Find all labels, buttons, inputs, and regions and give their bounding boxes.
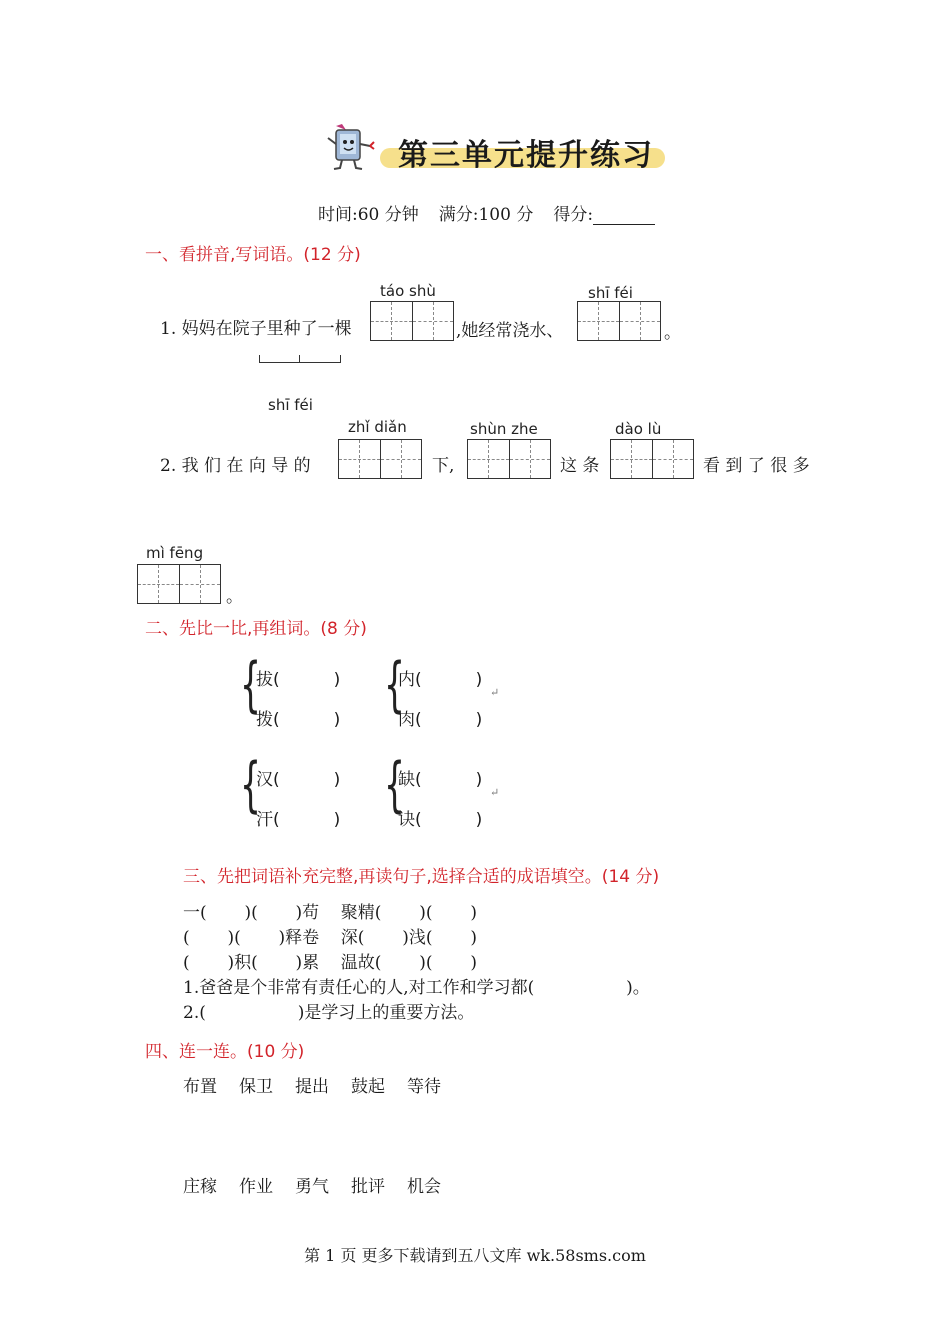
idiom-line-2: ( )( )释卷 深( )浅( )	[183, 928, 477, 948]
q2-pinyin-c: dào lù	[615, 420, 662, 438]
pair-4-b: 诀( )	[398, 810, 483, 830]
brace-icon: {	[240, 650, 262, 720]
match-word[interactable]: 等待	[407, 1077, 441, 1097]
brace-icon: {	[384, 750, 406, 820]
q2-text-b: 下,	[432, 456, 455, 476]
brace-icon: {	[384, 650, 406, 720]
brace-icon: {	[240, 750, 262, 820]
section-1-heading: 一、看拼音,写词语。(12 分)	[145, 245, 361, 265]
sentence-2: 2.( )是学习上的重要方法。	[183, 1003, 475, 1023]
match-word[interactable]: 提出	[295, 1077, 329, 1097]
match-word[interactable]: 批评	[351, 1177, 385, 1197]
q1-text-a: 1. 妈妈在院子里种了一棵	[160, 319, 352, 339]
match-word[interactable]: 保卫	[239, 1077, 273, 1097]
pair-3-b: 汗( )	[256, 810, 341, 830]
section-4-heading: 四、连一连。(10 分)	[145, 1042, 305, 1062]
pair-1-b: 拨( )	[256, 710, 341, 730]
match-word[interactable]: 作业	[239, 1177, 273, 1197]
section-3-heading: 三、先把词语补充完整,再读句子,选择合适的成语填空。(14 分)	[183, 867, 660, 887]
title-banner	[322, 122, 667, 174]
q1-answer-box-b[interactable]	[577, 301, 661, 341]
q2-text-c: 这 条	[560, 456, 600, 476]
pair-4-a: 缺( )	[398, 770, 483, 790]
q2-answer-box-a[interactable]	[338, 439, 422, 479]
score-label: 得分:	[553, 205, 594, 225]
match-word[interactable]: 鼓起	[351, 1077, 385, 1097]
match-word[interactable]: 勇气	[295, 1177, 329, 1197]
q1-pinyin-b: shī féi	[588, 284, 633, 302]
q3-end: 。	[226, 587, 243, 607]
pair-1-a: 拔( )	[256, 670, 341, 690]
return-mark: ↵	[490, 786, 500, 799]
box-fragment-mid	[299, 355, 300, 363]
match-word[interactable]: 布置	[183, 1077, 217, 1097]
q1-text-b: ,她经常浇水、	[456, 321, 564, 341]
idiom-line-3: ( )积( )累 温故( )( )	[183, 953, 477, 973]
match-word[interactable]: 机会	[407, 1177, 441, 1197]
box-fragment	[259, 355, 341, 363]
match-top-row	[183, 1072, 441, 1097]
section-2-heading: 二、先比一比,再组词。(8 分)	[145, 619, 367, 639]
q3-pinyin: mì fēng	[146, 544, 204, 562]
return-mark: ↵	[490, 686, 500, 699]
pair-2-a: 内( )	[398, 670, 483, 690]
match-bottom-row	[183, 1172, 441, 1197]
q3-answer-box[interactable]	[137, 564, 221, 604]
q1-pinyin-a: táo shù	[380, 282, 436, 300]
page-footer: 第 1 页 更多下载请到五八文库 wk.58sms.com	[304, 1246, 646, 1265]
pinyin-fragment: shī féi	[268, 396, 313, 414]
pair-3-a: 汉( )	[256, 770, 341, 790]
pair-2-b: 肉( )	[398, 710, 483, 730]
page-title: 第三单元提升练习	[398, 138, 654, 173]
q2-answer-box-b[interactable]	[467, 439, 551, 479]
q2-answer-box-c[interactable]	[610, 439, 694, 479]
time-limit: 时间:60 分钟	[318, 205, 419, 225]
q2-text-a: 2. 我 们 在 向 导 的	[160, 456, 311, 476]
sentence-1: 1.爸爸是个非常有责任心的人,对工作和学习都( )。	[183, 978, 650, 998]
meta-line	[318, 200, 655, 225]
q2-pinyin-b: shùn zhe	[470, 420, 538, 438]
full-score: 满分:100 分	[438, 205, 534, 225]
q2-pinyin-a: zhǐ diǎn	[348, 418, 407, 436]
score-blank[interactable]	[593, 208, 655, 225]
q1-answer-box-a[interactable]	[370, 301, 454, 341]
mascot-book-icon	[322, 122, 378, 174]
q1-end: 。	[664, 323, 681, 343]
idiom-line-1: 一( )( )苟 聚精( )( )	[183, 903, 477, 923]
q2-text-d: 看 到 了 很 多	[703, 456, 810, 476]
match-word[interactable]: 庄稼	[183, 1177, 217, 1197]
